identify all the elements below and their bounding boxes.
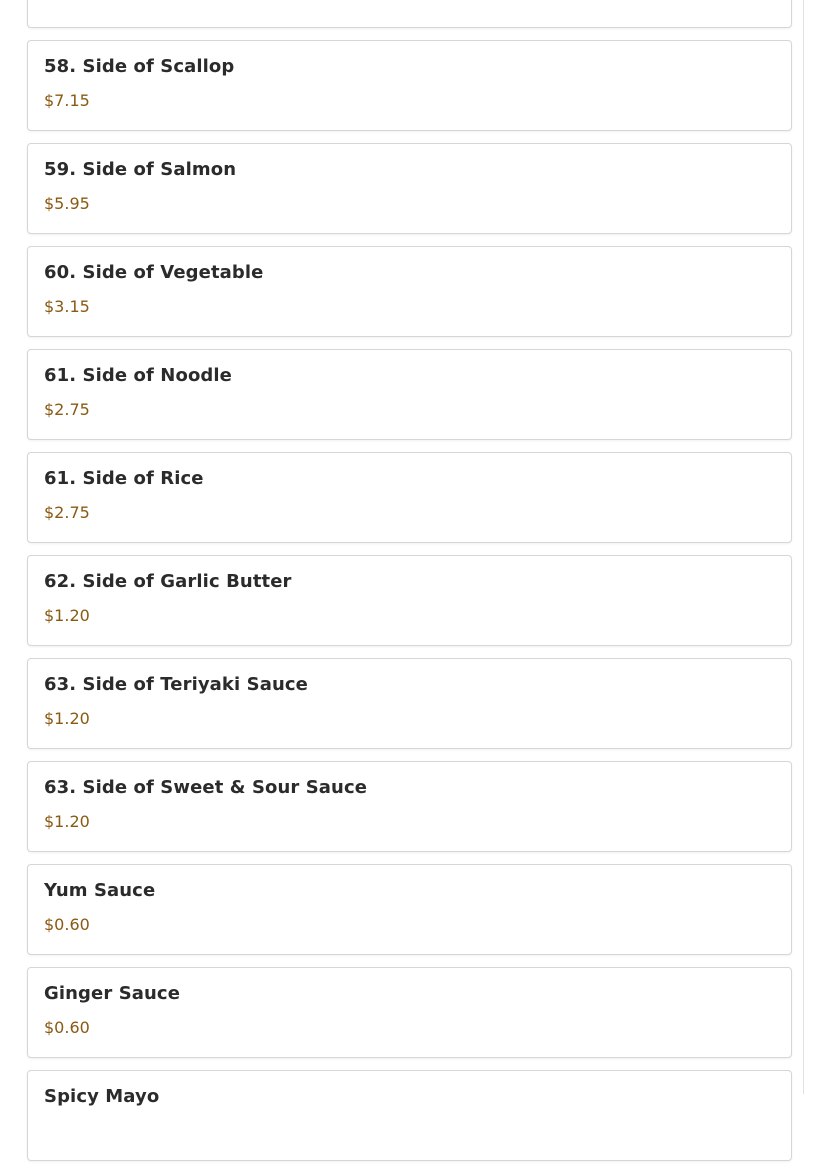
menu-item-side-of-rice[interactable] [27,452,792,543]
menu-item-ginger-sauce[interactable] [27,967,792,1058]
menu-item-side-of-scallop[interactable] [27,40,792,131]
menu-item-name: 60. Side of Vegetable [44,262,264,283]
menu-item-side-of-teriyaki-sauce[interactable] [27,658,792,749]
menu-item-price: $2.75 [44,400,90,419]
menu-item-price: $0.60 [44,1018,90,1037]
menu-item-name: Yum Sauce [44,880,156,901]
menu-item-price: $5.95 [44,194,90,213]
menu-item-name: 58. Side of Scallop [44,56,235,77]
menu-item-price: $3.15 [44,297,90,316]
menu-item-spicy-mayo[interactable] [27,1070,792,1161]
menu-item-name: Ginger Sauce [44,983,180,1004]
menu-item-side-of-noodle[interactable] [27,349,792,440]
menu-item-yum-sauce[interactable] [27,864,792,955]
menu-item-name: 63. Side of Teriyaki Sauce [44,674,308,695]
menu-item-price: $0.60 [44,915,90,934]
menu-item-name: 61. Side of Noodle [44,365,232,386]
menu-item-name: 59. Side of Salmon [44,159,237,180]
menu-item-partial-top[interactable] [27,0,792,28]
menu-item-price: $1.20 [44,606,90,625]
menu-item-price: $2.75 [44,503,90,522]
menu-item-name: 61. Side of Rice [44,468,204,489]
menu-item-side-of-garlic-butter[interactable] [27,555,792,646]
menu-item-side-of-sweet-sour-sauce[interactable] [27,761,792,852]
menu-item-price: $1.20 [44,709,90,728]
menu-item-name: 62. Side of Garlic Butter [44,571,292,592]
menu-item-price: $7.15 [44,91,90,110]
menu-item-side-of-salmon[interactable] [27,143,792,234]
menu-item-price: $1.20 [44,812,90,831]
menu-item-list [27,0,792,1173]
menu-item-name: Spicy Mayo [44,1086,160,1107]
scroll-edge-divider [803,0,804,1094]
menu-item-name: 63. Side of Sweet & Sour Sauce [44,777,368,798]
menu-item-side-of-vegetable[interactable] [27,246,792,337]
